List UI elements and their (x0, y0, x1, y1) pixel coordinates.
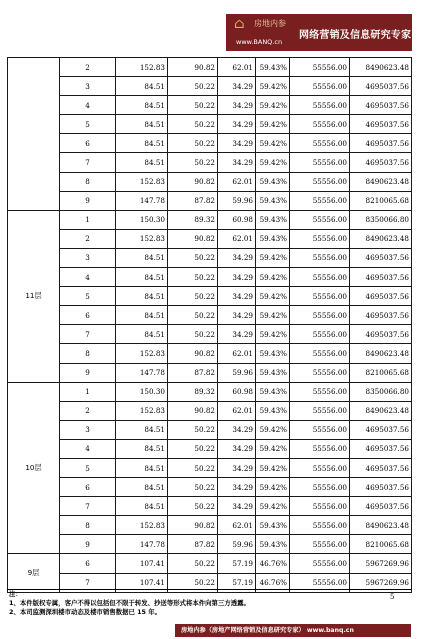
table-cell: 59.42% (256, 325, 290, 344)
table-cell: 34.29 (218, 248, 256, 267)
table-row (8, 344, 412, 363)
room-number: 8 (60, 344, 116, 363)
table-cell: 34.29 (218, 439, 256, 458)
table-cell: 4695037.56 (350, 306, 412, 325)
table-cell: 50.22 (168, 439, 218, 458)
table-row (8, 478, 412, 497)
room-number: 4 (60, 439, 116, 458)
table-cell: 55556.00 (290, 363, 350, 382)
table-cell: 59.42% (256, 96, 290, 115)
table-cell: 4695037.56 (350, 96, 412, 115)
table-cell: 46.76% (256, 554, 290, 573)
table-row (8, 153, 412, 172)
table-cell: 55556.00 (290, 96, 350, 115)
table-cell: 84.51 (116, 153, 168, 172)
table-cell: 59.42% (256, 439, 290, 458)
header-banner (226, 14, 412, 51)
footer-bar: 房地内参（房地产网络营销及信息研究专家） www.banq.cn (175, 624, 411, 637)
table-cell: 59.43% (256, 401, 290, 420)
table-cell: 5967269.96 (350, 573, 412, 592)
room-number: 2 (60, 229, 116, 248)
table-cell: 5967269.96 (350, 554, 412, 573)
table-cell: 34.29 (218, 287, 256, 306)
table-cell: 59.96 (218, 191, 256, 210)
table-cell: 4695037.56 (350, 325, 412, 344)
table-cell: 90.82 (168, 516, 218, 535)
table-row (8, 248, 412, 267)
table-row (8, 439, 412, 458)
table-cell: 87.82 (168, 535, 218, 554)
table-cell: 4695037.56 (350, 439, 412, 458)
table-cell: 59.42% (256, 306, 290, 325)
table-cell: 55556.00 (290, 287, 350, 306)
table-row (8, 115, 412, 134)
table-cell: 59.42% (256, 497, 290, 516)
table-cell: 152.83 (116, 58, 168, 77)
table-cell: 50.22 (168, 573, 218, 592)
room-number: 5 (60, 115, 116, 134)
table-cell: 50.22 (168, 268, 218, 287)
table-cell: 4695037.56 (350, 287, 412, 306)
table-cell: 8490623.48 (350, 229, 412, 248)
table-cell: 59.42% (256, 287, 290, 306)
table-row (8, 191, 412, 210)
table-cell: 90.82 (168, 172, 218, 191)
table-row (8, 306, 412, 325)
table-cell: 84.51 (116, 325, 168, 344)
room-number: 6 (60, 554, 116, 573)
table-cell: 4695037.56 (350, 248, 412, 267)
table-cell: 34.29 (218, 153, 256, 172)
table-cell: 84.51 (116, 287, 168, 306)
room-number: 3 (60, 420, 116, 439)
table-row (8, 58, 412, 77)
table-row (8, 516, 412, 535)
room-number: 6 (60, 306, 116, 325)
table-cell: 62.01 (218, 229, 256, 248)
table-cell: 87.82 (168, 363, 218, 382)
room-number: 3 (60, 77, 116, 96)
price-table-container (7, 57, 411, 593)
table-cell: 147.78 (116, 535, 168, 554)
table-cell: 50.22 (168, 77, 218, 96)
table-cell: 4695037.56 (350, 134, 412, 153)
table-cell: 50.22 (168, 497, 218, 516)
table-cell: 50.22 (168, 554, 218, 573)
table-cell: 4695037.56 (350, 458, 412, 477)
table-cell: 107.41 (116, 554, 168, 573)
table-row (8, 401, 412, 420)
table-cell: 4695037.56 (350, 268, 412, 287)
table-cell: 55556.00 (290, 401, 350, 420)
table-cell: 55556.00 (290, 191, 350, 210)
table-cell: 50.22 (168, 287, 218, 306)
table-cell: 90.82 (168, 401, 218, 420)
room-number: 8 (60, 516, 116, 535)
table-cell: 34.29 (218, 77, 256, 96)
table-cell: 84.51 (116, 96, 168, 115)
table-cell: 8490623.48 (350, 401, 412, 420)
table-cell: 147.78 (116, 363, 168, 382)
header-title: 网络营销及信息研究专家 (299, 30, 412, 41)
table-cell: 46.76% (256, 573, 290, 592)
table-cell: 87.82 (168, 191, 218, 210)
table-row (8, 268, 412, 287)
table-row (8, 497, 412, 516)
table-cell: 59.42% (256, 458, 290, 477)
table-cell: 59.42% (256, 134, 290, 153)
table-cell: 55556.00 (290, 58, 350, 77)
table-cell: 150.30 (116, 382, 168, 401)
price-table (7, 57, 412, 593)
table-cell: 55556.00 (290, 554, 350, 573)
table-cell: 55556.00 (290, 268, 350, 287)
table-cell: 50.22 (168, 458, 218, 477)
table-cell: 55556.00 (290, 306, 350, 325)
table-cell: 34.29 (218, 306, 256, 325)
floor-label: 10层 (8, 382, 60, 554)
table-cell: 34.29 (218, 420, 256, 439)
table-cell: 50.22 (168, 248, 218, 267)
table-row (8, 287, 412, 306)
table-cell: 90.82 (168, 58, 218, 77)
table-cell: 59.43% (256, 363, 290, 382)
table-cell: 84.51 (116, 458, 168, 477)
table-cell: 84.51 (116, 439, 168, 458)
table-cell: 50.22 (168, 306, 218, 325)
table-cell: 89.32 (168, 210, 218, 229)
table-cell: 8210065.68 (350, 363, 412, 382)
table-cell: 89.32 (168, 382, 218, 401)
room-number: 4 (60, 96, 116, 115)
notes (7, 589, 411, 626)
room-number: 9 (60, 191, 116, 210)
table-cell: 4695037.56 (350, 153, 412, 172)
table-cell: 55556.00 (290, 516, 350, 535)
table-row (8, 420, 412, 439)
table-cell: 55556.00 (290, 325, 350, 344)
table-cell: 152.83 (116, 401, 168, 420)
table-cell: 59.42% (256, 268, 290, 287)
table-cell: 50.22 (168, 325, 218, 344)
table-cell: 57.19 (218, 573, 256, 592)
table-cell: 50.22 (168, 96, 218, 115)
room-number: 7 (60, 497, 116, 516)
table-cell: 59.42% (256, 77, 290, 96)
table-cell: 34.29 (218, 325, 256, 344)
table-row (8, 458, 412, 477)
table-cell: 8490623.48 (350, 172, 412, 191)
table-cell: 8210065.68 (350, 535, 412, 554)
table-cell: 8210065.68 (350, 191, 412, 210)
table-cell: 62.01 (218, 172, 256, 191)
table-cell: 34.29 (218, 96, 256, 115)
table-cell: 59.43% (256, 58, 290, 77)
room-number: 4 (60, 268, 116, 287)
table-cell: 55556.00 (290, 535, 350, 554)
table-cell: 55556.00 (290, 153, 350, 172)
table-cell: 84.51 (116, 478, 168, 497)
table-cell: 55556.00 (290, 229, 350, 248)
table-cell: 8350066.80 (350, 382, 412, 401)
table-row (8, 77, 412, 96)
table-cell: 50.22 (168, 134, 218, 153)
table-cell: 59.43% (256, 172, 290, 191)
table-cell: 50.22 (168, 420, 218, 439)
table-cell: 34.29 (218, 134, 256, 153)
table-cell: 8490623.48 (350, 516, 412, 535)
room-number: 8 (60, 172, 116, 191)
table-cell: 55556.00 (290, 210, 350, 229)
room-number: 5 (60, 287, 116, 306)
table-cell: 59.42% (256, 248, 290, 267)
table-cell: 4695037.56 (350, 77, 412, 96)
brand-name: 房地内参 (254, 19, 286, 28)
table-cell: 34.29 (218, 268, 256, 287)
table-cell: 59.96 (218, 363, 256, 382)
table-row (8, 210, 412, 229)
room-number: 2 (60, 58, 116, 77)
table-cell: 8490623.48 (350, 58, 412, 77)
table-row (8, 554, 412, 573)
page-number: 5 (390, 593, 395, 601)
table-cell: 59.43% (256, 229, 290, 248)
table-cell: 55556.00 (290, 382, 350, 401)
table-cell: 84.51 (116, 248, 168, 267)
table-cell: 152.83 (116, 229, 168, 248)
table-cell: 152.83 (116, 172, 168, 191)
table-row (8, 535, 412, 554)
room-number: 2 (60, 401, 116, 420)
room-number: 9 (60, 535, 116, 554)
table-cell: 152.83 (116, 344, 168, 363)
table-cell: 84.51 (116, 134, 168, 153)
table-cell: 59.42% (256, 153, 290, 172)
table-cell: 34.29 (218, 478, 256, 497)
table-cell: 55556.00 (290, 458, 350, 477)
table-cell: 55556.00 (290, 420, 350, 439)
table-cell: 59.96 (218, 535, 256, 554)
table-cell: 84.51 (116, 420, 168, 439)
table-cell: 84.51 (116, 497, 168, 516)
table-cell: 55556.00 (290, 172, 350, 191)
room-number: 9 (60, 363, 116, 382)
table-row (8, 134, 412, 153)
table-cell: 4695037.56 (350, 497, 412, 516)
room-number: 6 (60, 134, 116, 153)
table-cell: 59.43% (256, 382, 290, 401)
notes-line-1: 1、本件版权专属，客户不得以包括但不限于转发、抄送等形式将本件向第三方透露。 (9, 599, 250, 607)
table-cell: 59.43% (256, 191, 290, 210)
table-cell: 150.30 (116, 210, 168, 229)
table-row (8, 172, 412, 191)
table-cell: 59.42% (256, 420, 290, 439)
table-cell: 90.82 (168, 344, 218, 363)
table-cell: 34.29 (218, 458, 256, 477)
table-row (8, 325, 412, 344)
room-number: 7 (60, 573, 116, 592)
floor-label: 9层 (8, 554, 60, 592)
table-cell: 90.82 (168, 229, 218, 248)
table-cell: 62.01 (218, 344, 256, 363)
room-number: 7 (60, 325, 116, 344)
notes-label: 注： (9, 590, 22, 598)
table-cell: 59.43% (256, 210, 290, 229)
table-cell: 55556.00 (290, 573, 350, 592)
table-cell: 57.19 (218, 554, 256, 573)
room-number: 5 (60, 458, 116, 477)
table-cell: 34.29 (218, 115, 256, 134)
table-cell: 84.51 (116, 268, 168, 287)
floor-label: 11层 (8, 210, 60, 382)
table-cell: 59.42% (256, 478, 290, 497)
table-cell: 55556.00 (290, 115, 350, 134)
table-cell: 55556.00 (290, 134, 350, 153)
table-cell: 60.98 (218, 382, 256, 401)
table-cell: 59.43% (256, 535, 290, 554)
room-number: 6 (60, 478, 116, 497)
table-cell: 55556.00 (290, 439, 350, 458)
table-cell: 8350066.80 (350, 210, 412, 229)
table-cell: 34.29 (218, 497, 256, 516)
table-cell: 59.43% (256, 516, 290, 535)
table-cell: 152.83 (116, 516, 168, 535)
table-cell: 4695037.56 (350, 115, 412, 134)
table-cell: 55556.00 (290, 478, 350, 497)
brand-logo (230, 16, 300, 49)
room-number: 1 (60, 210, 116, 229)
table-cell: 84.51 (116, 306, 168, 325)
house-icon: ⌂ (234, 16, 245, 32)
table-row (8, 382, 412, 401)
table-cell: 4695037.56 (350, 420, 412, 439)
table-cell: 107.41 (116, 573, 168, 592)
floor-label (8, 58, 60, 211)
table-row (8, 96, 412, 115)
table-cell: 62.01 (218, 401, 256, 420)
table-cell: 62.01 (218, 516, 256, 535)
table-cell: 55556.00 (290, 77, 350, 96)
notes-line-2: 2、本司监测深圳楼市动态及楼市销售数据已 15 年。 (9, 608, 161, 616)
table-row (8, 229, 412, 248)
room-number: 7 (60, 153, 116, 172)
table-cell: 84.51 (116, 115, 168, 134)
table-cell: 84.51 (116, 77, 168, 96)
table-cell: 147.78 (116, 191, 168, 210)
table-cell: 8490623.48 (350, 344, 412, 363)
table-cell: 50.22 (168, 153, 218, 172)
table-cell: 55556.00 (290, 497, 350, 516)
brand-url: www.BANQ.cn (236, 38, 283, 46)
table-cell: 55556.00 (290, 344, 350, 363)
table-cell: 59.42% (256, 115, 290, 134)
table-cell: 55556.00 (290, 248, 350, 267)
room-number: 1 (60, 382, 116, 401)
table-cell: 50.22 (168, 478, 218, 497)
table-cell: 60.98 (218, 210, 256, 229)
table-row (8, 363, 412, 382)
table-cell: 62.01 (218, 58, 256, 77)
table-cell: 4695037.56 (350, 478, 412, 497)
table-cell: 59.43% (256, 344, 290, 363)
table-cell: 50.22 (168, 115, 218, 134)
room-number: 3 (60, 248, 116, 267)
